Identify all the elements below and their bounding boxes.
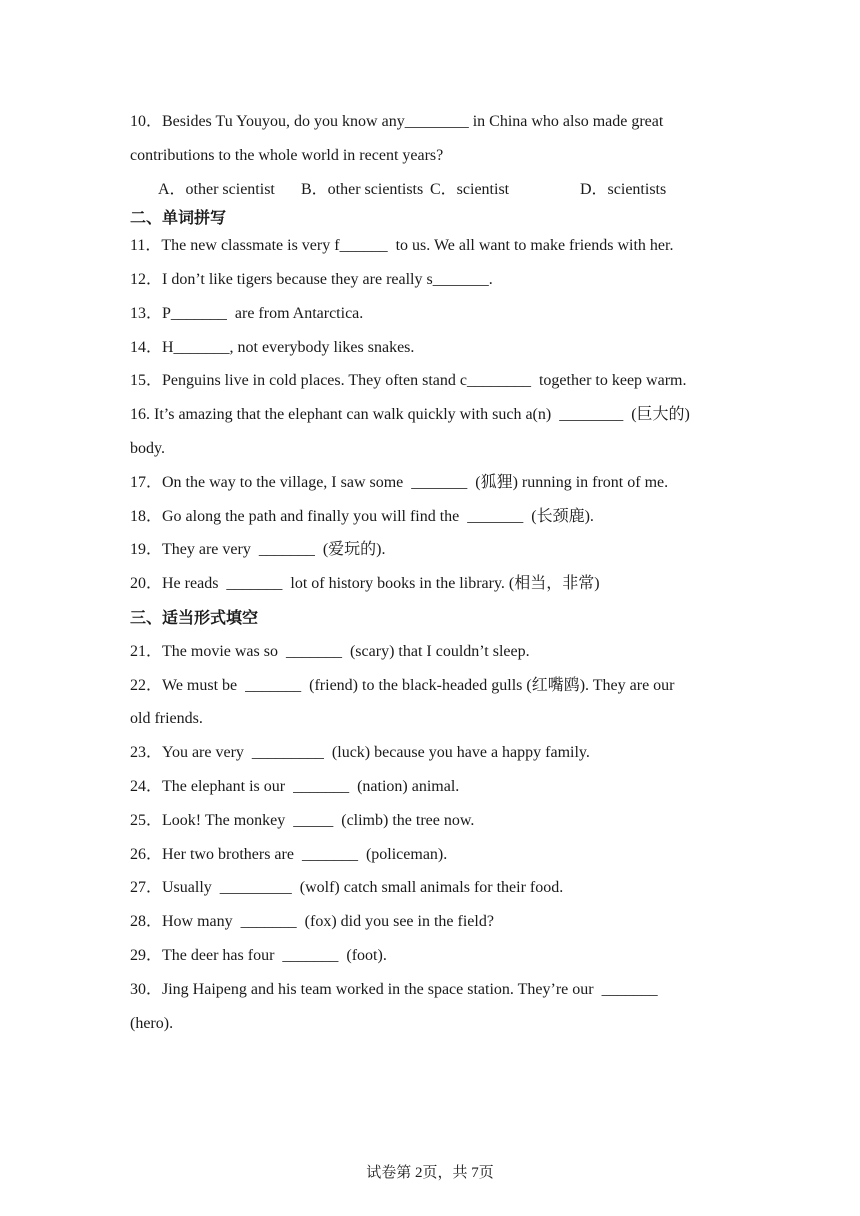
- section-heading-spelling: 二、单词拼写: [130, 208, 227, 227]
- question-line: 22．We must be _______ (friend) to the black-headed gulls (红嘴鸥). They are our: [130, 677, 675, 694]
- question-line: body.: [130, 440, 165, 457]
- question-line: 26．Her two brothers are _______ (policeman).: [130, 846, 448, 863]
- question-line: 23．You are very _________ (luck) because you have a happy family.: [130, 744, 590, 761]
- question-line: 12．I don’t like tigers because they are really s_______.: [130, 271, 493, 288]
- question-text: contributions to the whole world in recent years?: [130, 147, 444, 164]
- section-heading-fill-in: 三、适当形式填空: [130, 608, 259, 627]
- question-line: 15．Penguins live in cold places. They often stand c________ together to keep warm.: [130, 372, 687, 389]
- question-line: 28．How many _______ (fox) did you see in the field?: [130, 913, 494, 930]
- option-b: B．other scientists: [301, 181, 424, 198]
- question-line: 30．Jing Haipeng and his team worked in the space station. They’re our _______: [130, 981, 658, 998]
- option-a: A．other scientist: [158, 181, 275, 198]
- question-line: 16. It’s amazing that the elephant can walk quickly with such a(n) ________ (巨大的): [130, 406, 690, 423]
- question-line: 17．On the way to the village, I saw some _______ (狐狸) running in front of me.: [130, 474, 669, 491]
- option-d: D．scientists: [580, 181, 667, 198]
- question-line: 19．They are very _______ (爱玩的).: [130, 541, 386, 558]
- question-line: (hero).: [130, 1015, 174, 1032]
- question-line: 11．The new classmate is very f______ to us. We all want to make friends with her.: [130, 237, 674, 254]
- question-line: 21．The movie was so _______ (scary) that I couldn’t sleep.: [130, 643, 530, 660]
- question-line: 27．Usually _________ (wolf) catch small animals for their food.: [130, 879, 564, 896]
- option-c: C．scientist: [430, 181, 510, 198]
- question-line: 18．Go along the path and finally you will find the _______ (长颈鹿).: [130, 508, 594, 525]
- answer-options: [158, 180, 718, 200]
- question-text: 10．Besides Tu Youyou, do you know any________ in China who also made great: [130, 113, 664, 130]
- question-line: 25．Look! The monkey _____ (climb) the tree now.: [130, 812, 475, 829]
- question-line: old friends.: [130, 710, 203, 727]
- page-footer: 试卷第 2页，共 7页: [366, 1165, 494, 1181]
- question-line: 20．He reads _______ lot of history books in the library. (相当，非常): [130, 575, 600, 592]
- question-line: 13．P_______ are from Antarctica.: [130, 305, 364, 322]
- question-line: 14．H_______, not everybody likes snakes.: [130, 339, 415, 356]
- question-line: 29．The deer has four _______ (foot).: [130, 947, 387, 964]
- question-line: 24．The elephant is our _______ (nation) animal.: [130, 778, 460, 795]
